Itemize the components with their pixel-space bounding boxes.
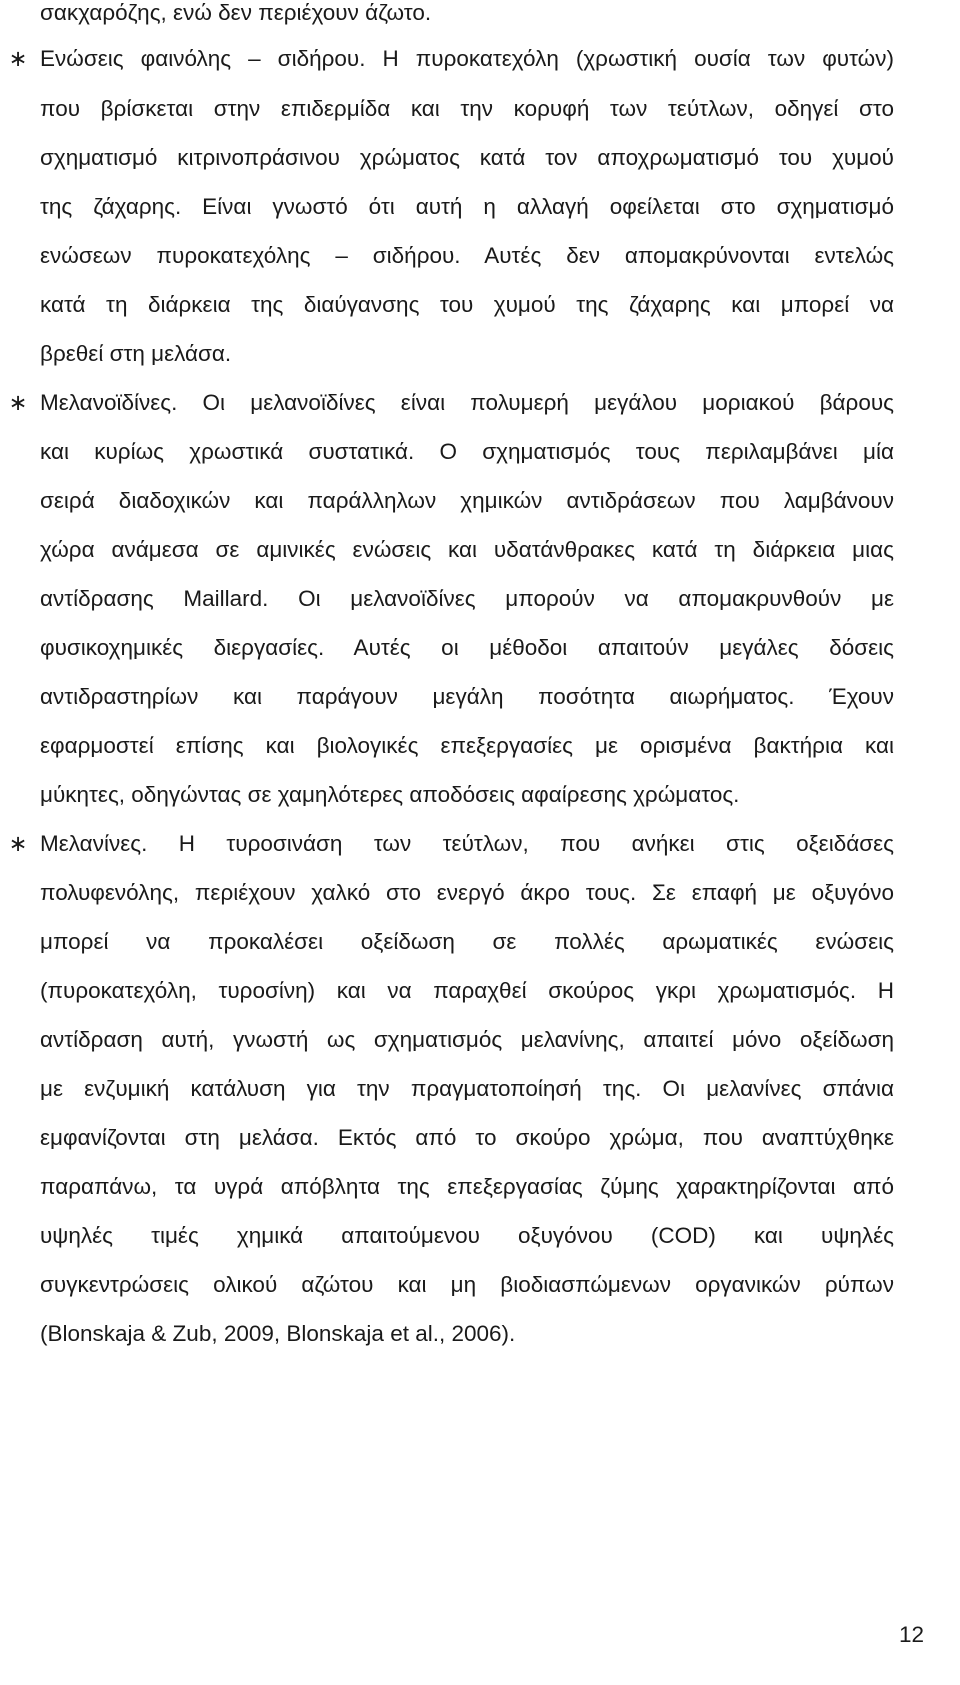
text-line: εμφανίζονται στη μελάσα. Εκτός από το σκούρο χρώμα, που αναπτύχθηκε <box>40 1125 894 1150</box>
text-line: Μελανοϊδίνες. Οι μελανοϊδίνες είναι πολυμερή μεγάλου μοριακού βάρους <box>40 390 894 415</box>
text-line: (πυροκατεχόλη, τυροσίνη) και να παραχθεί σκούρος γκρι χρωματισμός. Η <box>40 978 894 1003</box>
text-line: ενώσεων πυροκατεχόλης – σιδήρου. Αυτές δεν απομακρύνονται εντελώς <box>40 243 894 268</box>
text-line: αντίδρασης Maillard. Οι μελανοϊδίνες μπορούν να απομακρυνθούν με <box>40 586 894 611</box>
text-line: σειρά διαδοχικών και παράλληλων χημικών αντιδράσεων που λαμβάνουν <box>40 488 894 513</box>
text-line: σακχαρόζης, ενώ δεν περιέχουν άζωτο. <box>40 0 432 25</box>
text-line: με ενζυμική κατάλυση για την πραγματοποίησή της. Οι μελανίνες σπάνια <box>40 1076 894 1101</box>
text-line: αντιδραστηρίων και παράγουν μεγάλη ποσότητα αιωρήματος. Έχουν <box>40 684 894 709</box>
text-line: παραπάνω, τα υγρά απόβλητα της επεξεργασίας ζύμης χαρακτηρίζονται από <box>40 1174 894 1199</box>
text-line: κατά τη διάρκεια της διαύγανσης του χυμού της ζάχαρης και μπορεί να <box>40 292 894 317</box>
text-line: μύκητες, οδηγώντας σε χαμηλότερες αποδόσεις αφαίρεσης χρώματος. <box>40 782 740 807</box>
text-line: χώρα ανάμεσα σε αμινικές ενώσεις και υδατάνθρακες κατά τη διάρκεια μιας <box>40 537 894 562</box>
text-line: και κυρίως χρωστικά συστατικά. Ο σχηματισμός τους περιλαμβάνει μία <box>40 439 894 464</box>
page-number: 12 <box>898 1622 924 1647</box>
bullet-marker: ∗ <box>8 390 28 415</box>
text-line: αντίδραση αυτή, γνωστή ως σχηματισμός μελανίνης, απαιτεί μόνο οξείδωση <box>40 1027 894 1052</box>
text-line: (Blonskaja & Zub, 2009, Blonskaja et al., 2006). <box>40 1321 516 1346</box>
bullet-marker: ∗ <box>8 831 28 856</box>
text-line: της ζάχαρης. Είναι γνωστό ότι αυτή η αλλαγή οφείλεται στο σχηματισμό <box>40 194 894 219</box>
text-line: πολυφενόλης, περιέχουν χαλκό στο ενεργό άκρο τους. Σε επαφή με οξυγόνο <box>40 880 894 905</box>
text-line: Μελανίνες. Η τυροσινάση των τεύτλων, που ανήκει στις οξειδάσες <box>40 831 894 856</box>
text-line: υψηλές τιμές χημικά απαιτούμενου οξυγόνου (COD) και υψηλές <box>40 1223 894 1248</box>
text-line: σχηματισμό κιτρινοπράσινου χρώματος κατά τον αποχρωματισμό του χυμού <box>40 145 894 170</box>
text-line: συγκεντρώσεις ολικού αζώτου και μη βιοδιασπώμενων οργανικών ρύπων <box>40 1272 894 1297</box>
text-line: βρεθεί στη μελάσα. <box>40 341 232 366</box>
bullet-marker: ∗ <box>8 46 28 71</box>
text-line: που βρίσκεται στην επιδερμίδα και την κορυφή των τεύτλων, οδηγεί στο <box>40 96 894 121</box>
text-line: φυσικοχημικές διεργασίες. Αυτές οι μέθοδοι απαιτούν μεγάλες δόσεις <box>40 635 894 660</box>
text-line: Ενώσεις φαινόλης – σιδήρου. Η πυροκατεχόλη (χρωστική ουσία των φυτών) <box>40 46 894 71</box>
text-line: μπορεί να προκαλέσει οξείδωση σε πολλές αρωματικές ενώσεις <box>40 929 894 954</box>
text-line: εφαρμοστεί επίσης και βιολογικές επεξεργασίες με ορισμένα βακτήρια και <box>40 733 894 758</box>
